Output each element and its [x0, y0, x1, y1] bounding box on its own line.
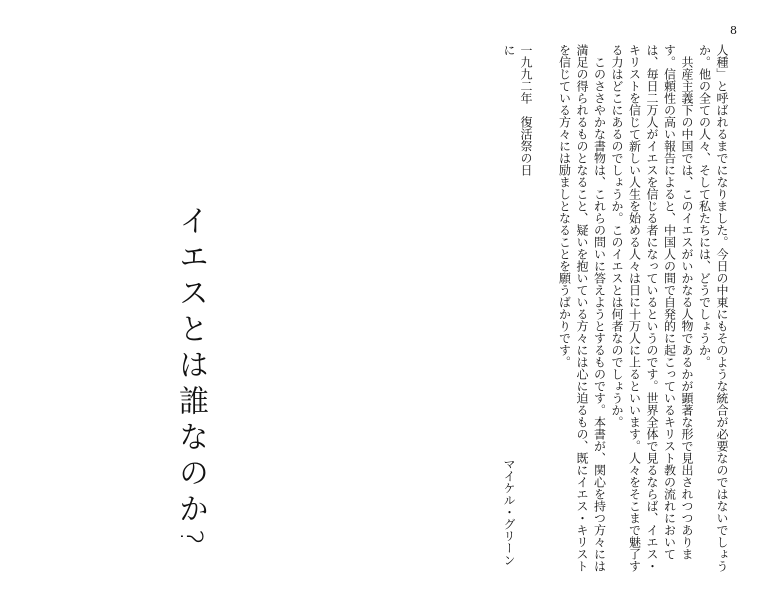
- paragraph: 人種」と呼ばれるまでになりました。今日の中東にもそのような統合が必要なのではないでしょうか。他の全ての人々、そして私たちには、どうでしょうか。: [697, 44, 729, 572]
- paragraph: このささやかな書物は、これらの問いに答えようとするものです。本書が、関心を持つ方々には満足の得られるものとなること、疑いを抱いている方々には心に迫るもの、既にイエス・キリストを信じている方々には励ましとなることを願うばかりです。: [557, 44, 607, 572]
- paragraph: 共産主義下の中国では、このイエスがいかなる人物であるかが顕著な形で見出されつつあります。信頼性の高い報告によると、中国人の間で自発的に起こっているキリスト教の流れにおいては、毎日二万人がイエスを信じる者になっているというのです。世界全体で見るならば、イエス・キリストを信じて新しい人生を始める人々は日に十万人に上るといいます。人々をそこまで魅了する力はどこにあるのでしょうか。このイエスとは何者なのでしょうか。: [610, 44, 694, 572]
- page-title: イエスとは誰なのか?: [173, 205, 208, 551]
- body-text: [520, 44, 730, 574]
- signature-date: 一九九二年 復活祭の日に: [502, 44, 533, 176]
- signature-author: マイケル・グリーン: [502, 458, 516, 566]
- page-number: 8: [730, 24, 737, 37]
